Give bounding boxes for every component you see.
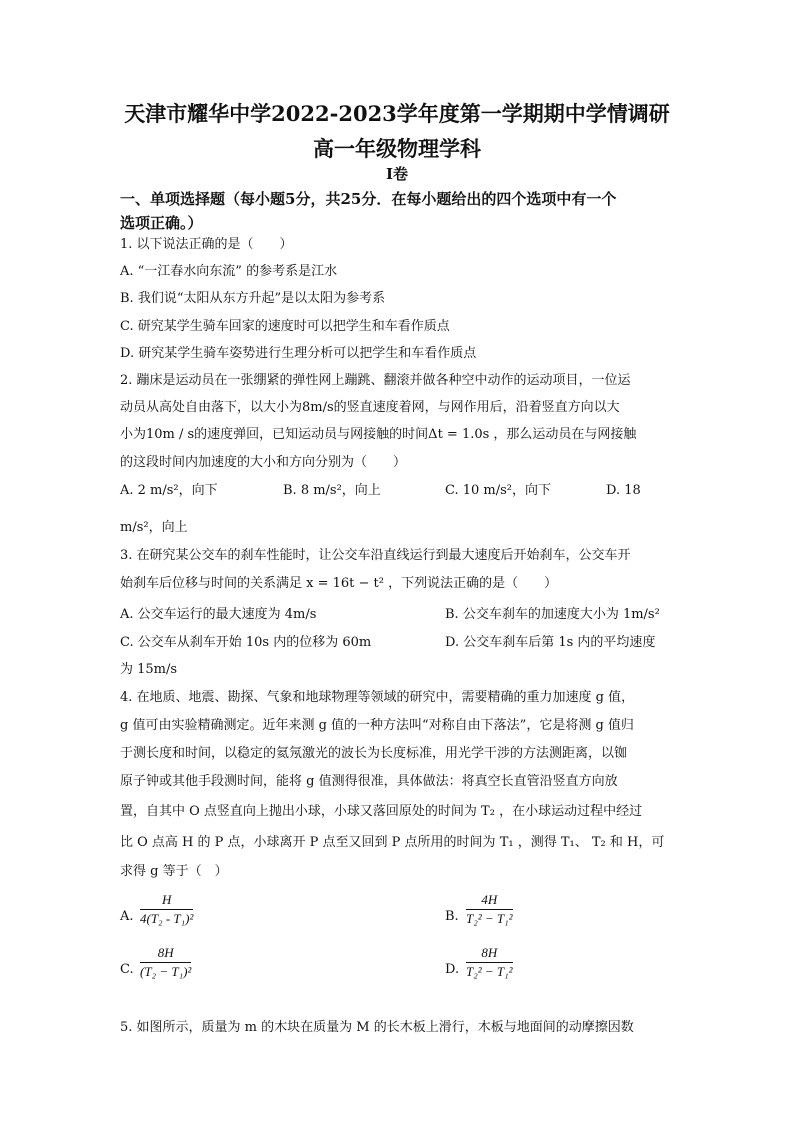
q4-line1: 4. 在地质、地震、勘探、气象和地球物理等领域的研究中，需要精确的重力加速度 g 值， xyxy=(120,690,635,705)
section-heading-line1: 一、单项选择题（每小题5分，共25分．在每小题给出的四个选项中有一个 xyxy=(120,190,617,208)
section-heading-line2: 选项正确。） xyxy=(120,214,203,232)
q2-option-b: B. 8 m/s²，向上 xyxy=(283,483,381,498)
q3-line1: 3. 在研究某公交车的刹车性能时，让公交车沿直线运行到最大速度后开始刹车，公交车开 xyxy=(120,548,631,563)
exam-volume: I卷 xyxy=(385,165,409,183)
q4-line7: 求得 g 等于（ ） xyxy=(120,864,228,879)
q1-option-b: B. 我们说“太阳从东方升起”是以太阳为参考系 xyxy=(120,291,386,306)
q4-line2: g 值可由实验精确测定。近年来测 g 值的一种方法叫“对称自由下落法”，它是将测 g 值归 xyxy=(120,718,634,733)
q3-option-d: D. 公交车刹车后第 1s 内的平均速度 xyxy=(445,635,656,650)
q4-line6: 比 O 点高 H 的 P 点，小球离开 P 点至又回到 P 点所用的时间为 T₁ ，测得 T₁、 T₂ 和 H，可 xyxy=(120,835,665,850)
q4-option-b-numerator: 4H xyxy=(466,892,513,910)
q4-option-c-numerator: 8H xyxy=(140,945,191,963)
q3-option-c: C. 公交车从刹车开始 10s 内的位移为 60m xyxy=(120,635,372,650)
q5-line1: 5. 如图所示，质量为 m 的木块在质量为 M 的长木板上滑行，木板与地面间的动摩擦因数 xyxy=(120,1020,634,1035)
q4-option-b-label: B. xyxy=(445,909,459,924)
q3-option-b: B. 公交车刹车的加速度大小为 1m/s² xyxy=(445,607,660,622)
q1-option-d: D. 研究某学生骑车姿势进行生理分析可以把学生和车看作质点 xyxy=(120,346,477,361)
exam-subject: 高一年级物理学科 xyxy=(313,136,481,161)
q2-line3: 小为10m / s的速度弹回，已知运动员与网接触的时间Δt = 1.0s ，那么运动员在与网接触 xyxy=(120,427,637,442)
q4-option-d-fraction xyxy=(466,945,513,980)
q2-line1: 2. 蹦床是运动员在一张绷紧的弹性网上蹦跳、翻滚并做各种空中动作的运动项目，一位运 xyxy=(120,373,631,388)
q4-option-c-denominator: (T₂ − T₁)² xyxy=(140,964,192,979)
q2-option-d-cont: m/s²，向上 xyxy=(120,520,188,535)
q2-option-c: C. 10 m/s²，向下 xyxy=(445,483,552,498)
exam-title: 天津市耀华中学2022-2023学年度第一学期期中学情调研 xyxy=(124,101,670,126)
q4-option-c-label: C. xyxy=(120,962,134,977)
q1-option-c: C. 研究某学生骑车回家的速度时可以把学生和车看作质点 xyxy=(120,319,450,334)
q3-option-a: A. 公交车运行的最大速度为 4m/s xyxy=(120,607,317,622)
q4-line4: 原子钟或其他手段测时间，能将 g 值测得很准，具体做法：将真空长直管沿竖直方向放 xyxy=(120,774,618,789)
q4-option-b-fraction xyxy=(466,892,513,927)
q4-option-d-label: D. xyxy=(445,962,460,977)
q3-option-d-cont: 为 15m/s xyxy=(120,662,178,677)
q4-option-b-denominator: T₂² − T₁² xyxy=(466,911,513,926)
q4-option-d-denominator: T₂² − T₁² xyxy=(466,964,513,979)
q2-option-a: A. 2 m/s²，向下 xyxy=(120,483,218,498)
q4-option-a-label: A. xyxy=(120,909,134,924)
q4-line3: 于测长度和时间，以稳定的氦氖激光的波长为长度标准，用光学干涉的方法测距离，以铷 xyxy=(120,746,628,761)
q2-line4: 的这段时间内加速度的大小和方向分别为（ ） xyxy=(120,455,407,470)
q4-line5: 置，自其中 O 点竖直向上抛出小球，小球又落回原处的时间为 T₂ ，在小球运动过程中经过 xyxy=(120,804,643,819)
q1-stem: 1. 以下说法正确的是（ ） xyxy=(120,237,293,252)
q4-option-a-denominator: 4(T₂ - T₁)² xyxy=(140,911,194,926)
q1-option-a: A. “一江春水向东流” 的参考系是江水 xyxy=(120,264,338,279)
q4-option-c-fraction xyxy=(140,945,191,980)
q4-option-d-numerator: 8H xyxy=(466,945,513,963)
q4-option-a-fraction xyxy=(140,892,193,927)
q2-option-d: D. 18 xyxy=(606,483,641,498)
q3-line2: 始刹车后位移与时间的关系满足 x = 16t − t² ，下列说法正确的是（ ） xyxy=(120,576,558,591)
q4-option-a-numerator: H xyxy=(140,892,193,910)
q2-line2: 动员从高处自由落下，以大小为8m/s的竖直速度着网，与网作用后，沿着竖直方向以大 xyxy=(120,400,620,415)
